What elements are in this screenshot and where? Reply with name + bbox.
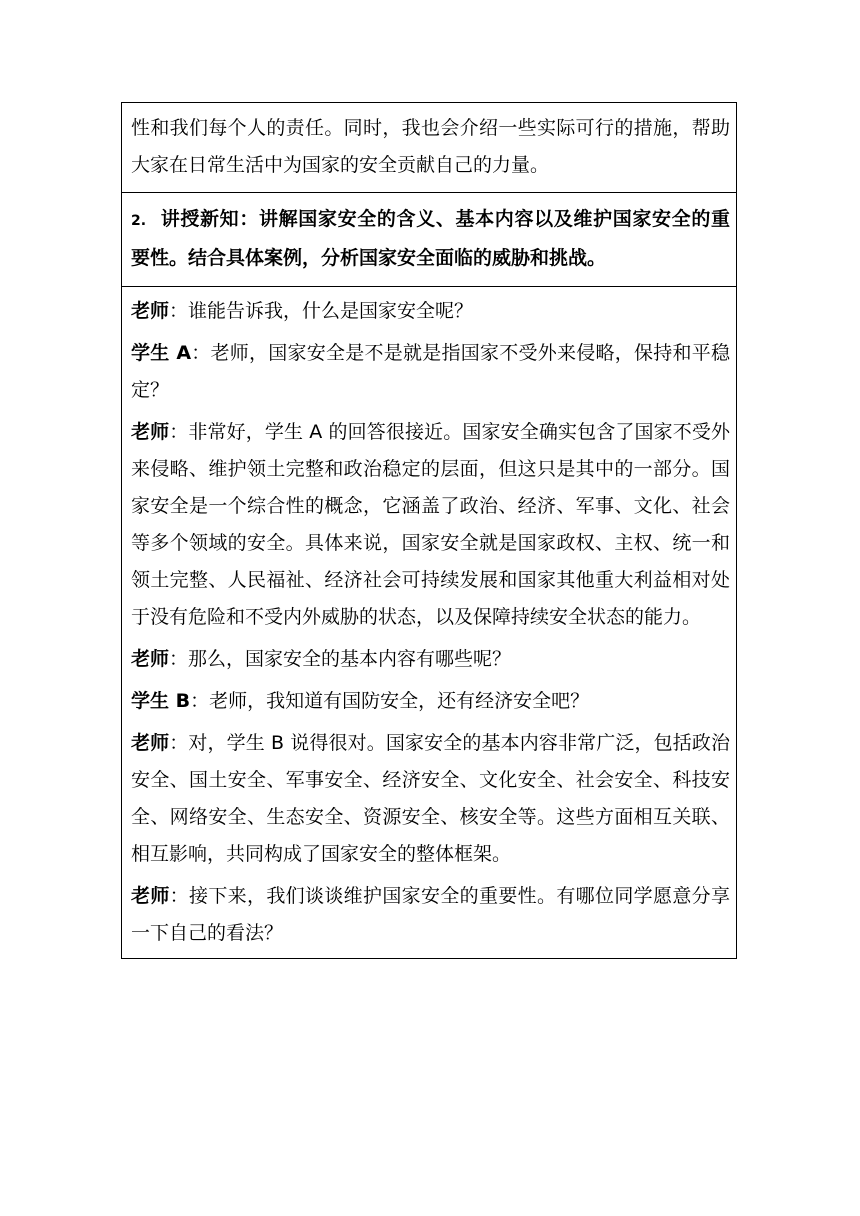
dialogue-line <box>131 335 730 409</box>
speaker-name: 老师 <box>131 300 170 322</box>
speaker-name: 学生 B <box>131 690 191 712</box>
speaker-name: 学生 A <box>131 342 192 364</box>
dialogue-line <box>131 293 730 330</box>
section-heading-text: 讲授新知：讲解国家安全的含义、基本内容以及维护国家安全的重要性。结合具体案例，分析国家安全面临的威胁和挑战。 <box>131 208 730 269</box>
speaker-name: 老师 <box>131 885 170 907</box>
section-number: 2. <box>131 213 147 229</box>
speaker-name: 老师 <box>131 732 170 754</box>
dialogue-line <box>131 641 730 678</box>
speaker-name: 老师 <box>131 648 170 670</box>
dialogue-text: ：接下来，我们谈谈维护国家安全的重要性。有哪位同学愿意分享一下自己的看法？ <box>131 885 730 944</box>
dialogue-line <box>131 414 730 636</box>
dialogue-line <box>131 725 730 873</box>
dialogue-text: ：非常好，学生 A 的回答很接近。国家安全确实包含了国家不受外来侵略、维护领土完整和政治稳定的层面，但这只是其中的一部分。国家安全是一个综合性的概念，它涵盖了政治、经济、军事、文化、社会等多个领域的安全。具体来说，国家安全就是国家政权、主权、统一和领土完整、人民福祉、经济社会可持续发展和国家其他重大利益相对处于没有危险和不受内外威胁的状态，以及保障持续安全状态的能力。 <box>131 421 730 628</box>
dialogue-text: ：对，学生 B 说得很对。国家安全的基本内容非常广泛，包括政治安全、国土安全、军事安全、经济安全、文化安全、社会安全、科技安全、网络安全、生态安全、资源安全、核安全等。这些方面相互关联、相互影响，共同构成了国家安全的整体框架。 <box>131 732 730 865</box>
lesson-table <box>121 102 737 959</box>
intro-cell <box>122 103 736 192</box>
dialogue-line <box>131 878 730 952</box>
dialogue-text: ：老师，我知道有国防安全，还有经济安全吧？ <box>190 690 590 712</box>
section-heading <box>131 201 730 277</box>
dialogue-text: ：谁能告诉我，什么是国家安全呢？ <box>169 300 474 322</box>
dialogue-text: ：那么，国家安全的基本内容有哪些呢？ <box>169 648 512 670</box>
intro-paragraph: 性和我们每个人的责任。同时，我也会介绍一些实际可行的措施，帮助大家在日常生活中为国家的安全贡献自己的力量。 <box>131 117 730 176</box>
section-heading-cell <box>122 192 736 286</box>
dialogue-cell <box>122 286 736 958</box>
dialogue-line <box>131 683 730 720</box>
speaker-name: 老师 <box>131 421 170 443</box>
dialogue-text: ：老师，国家安全是不是就是指国家不受外来侵略，保持和平稳定？ <box>131 342 730 401</box>
